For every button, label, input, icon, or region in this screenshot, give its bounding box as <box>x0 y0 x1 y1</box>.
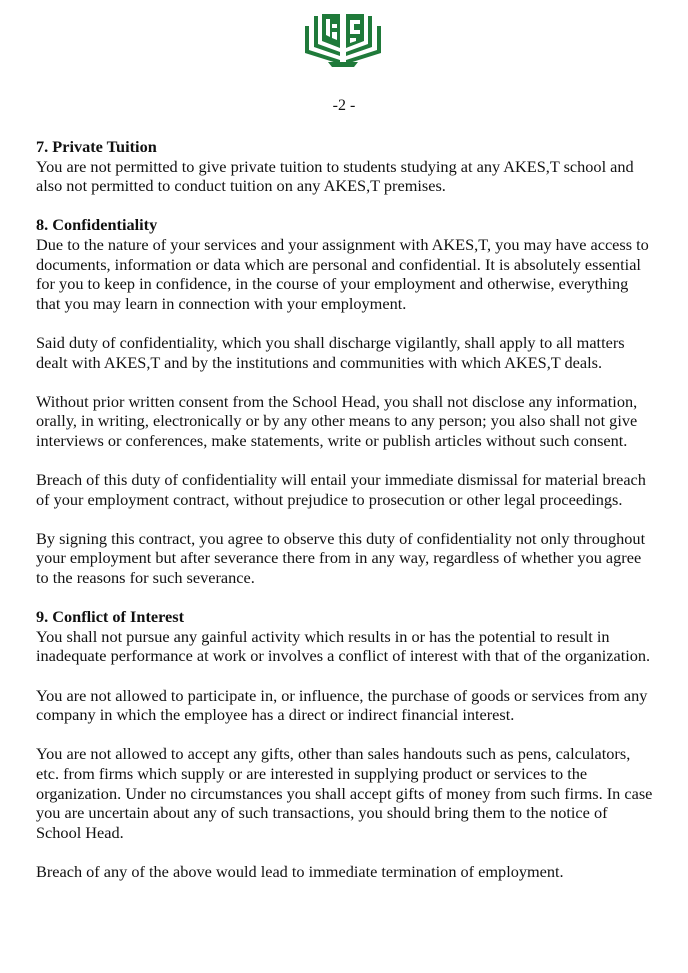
paragraph: Breach of this duty of confidentiality will entail your immediate dismissal for material breach of your employment contract, without prejudice to prosecution or other legal proceedings. <box>36 470 646 509</box>
school-emblem-graphic <box>300 10 386 68</box>
section-confidentiality <box>36 215 656 587</box>
page-number: -2 - <box>332 97 356 114</box>
paragraph: You are not allowed to accept any gifts, other than sales handouts such as pens, calculators, etc. from firms which supply or are interested in supplying product or services to the organization. Under no circumstances you shall accept gifts of money from such firms. In case you are uncertain about any of such transactions, you should bring them to the notice of School Head. <box>36 744 653 842</box>
section-heading: 7. Private Tuition <box>36 137 157 156</box>
paragraph: By signing this contract, you agree to observe this duty of confidentiality not only throughout your employment but after severance there from in any way, regardless of whether you agree to the reasons for such severance. <box>36 528 646 588</box>
paragraph: Without prior written consent from the School Head, you shall not disclose any information, orally, in writing, electronically or by any other means to any person; you also shall not give interviews or conferences, make statements, write or publish articles without such consent. <box>36 391 638 450</box>
section-heading: 8. Confidentiality <box>36 215 158 235</box>
paragraph: You are not allowed to participate in, or influence, the purchase of goods or services from any company in which the employee has a direct or indirect financial interest. <box>36 685 648 725</box>
paragraph: You shall not pursue any gainful activity which results in or has the potential to result in inadequate performance at work or involves a conflict of interest with that of the organization. <box>36 626 651 666</box>
school-emblem-icon <box>300 10 386 68</box>
paragraph: Breach of any of the above would lead to immediate termination of employment. <box>36 861 564 881</box>
paragraph: Due to the nature of your services and your assignment with AKES,T, you may have access to documents, information or data which are personal and confidential. It is absolutely essential for you to keep in confidence, in the course of your employment and otherwise, everything that you may learn in connection with your employment. <box>36 234 649 313</box>
document-body <box>36 137 656 901</box>
section-conflict-of-interest <box>36 607 656 881</box>
section-heading: 9. Conflict of Interest <box>36 607 185 627</box>
paragraph: You are not permitted to give private tuition to students studying at any AKES,T school and also not permitted to conduct tuition on any AKES,T premises. <box>36 156 634 196</box>
paragraph: Said duty of confidentiality, which you shall discharge vigilantly, shall apply to all matters dealt with AKES,T and by the institutions and communities with which AKES,T deals. <box>36 332 625 372</box>
section-private-tuition <box>36 137 656 196</box>
